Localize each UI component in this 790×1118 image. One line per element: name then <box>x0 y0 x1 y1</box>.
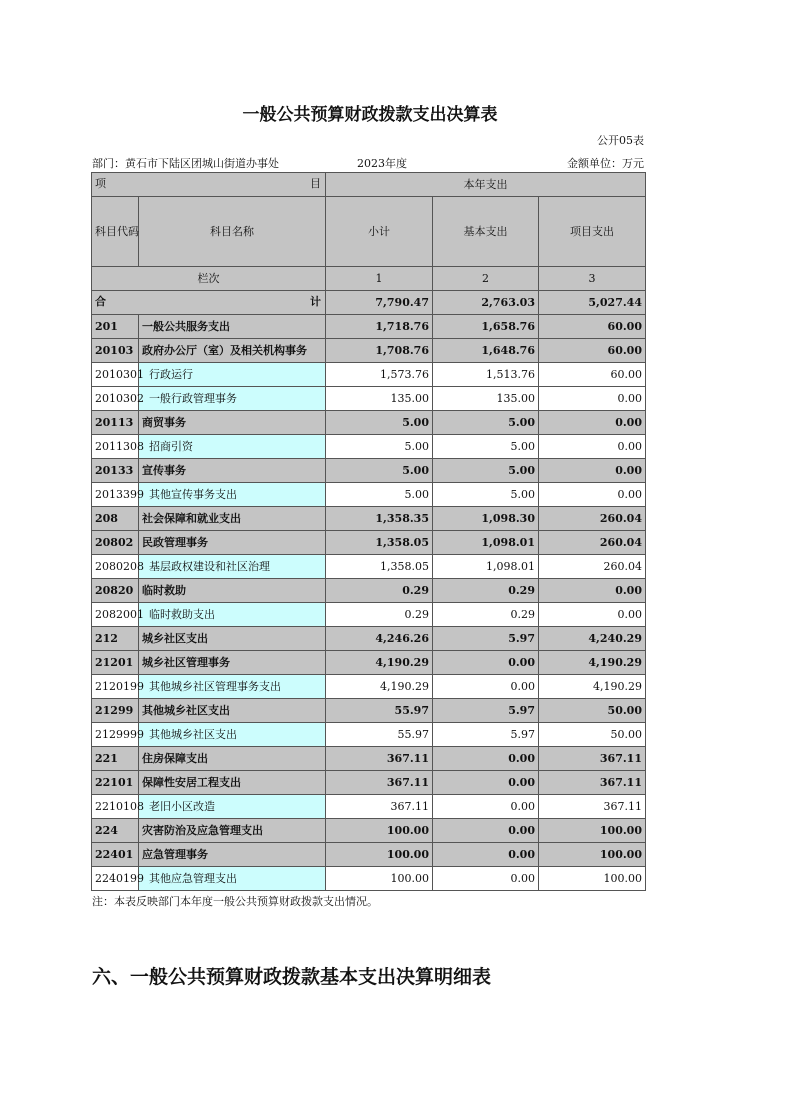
row-basic: 1,513.76 <box>433 363 539 387</box>
row-project: 50.00 <box>539 723 646 747</box>
row-basic: 1,658.76 <box>433 315 539 339</box>
total-label-left: 合 <box>95 295 106 308</box>
row-code: 208 <box>92 507 139 531</box>
row-basic: 0.00 <box>433 867 539 891</box>
table-row <box>92 867 646 891</box>
row-project: 0.00 <box>539 459 646 483</box>
row-name: 保障性安居工程支出 <box>139 771 326 795</box>
row-project: 4,240.29 <box>539 627 646 651</box>
row-basic: 0.29 <box>433 579 539 603</box>
row-basic: 0.00 <box>433 651 539 675</box>
column-3: 3 <box>539 267 646 291</box>
row-code: 20802 <box>92 531 139 555</box>
row-name: 临时救助 <box>139 579 326 603</box>
row-code: 2120199 <box>92 675 139 699</box>
row-subtotal: 0.29 <box>326 603 433 627</box>
row-subtotal: 55.97 <box>326 723 433 747</box>
table-row <box>92 675 646 699</box>
row-project: 4,190.29 <box>539 651 646 675</box>
table-row <box>92 339 646 363</box>
row-basic: 0.29 <box>433 603 539 627</box>
table-row <box>92 531 646 555</box>
header-item-left: 项 <box>95 177 106 190</box>
row-subtotal: 55.97 <box>326 699 433 723</box>
row-project: 0.00 <box>539 435 646 459</box>
row-project: 0.00 <box>539 483 646 507</box>
total-project: 5,027.44 <box>539 291 646 315</box>
table-row <box>92 723 646 747</box>
row-name: 其他城乡社区支出 <box>139 723 326 747</box>
row-basic: 1,098.01 <box>433 531 539 555</box>
table-row <box>92 411 646 435</box>
row-project: 60.00 <box>539 315 646 339</box>
row-code: 2082001 <box>92 603 139 627</box>
row-basic: 5.97 <box>433 627 539 651</box>
table-row <box>92 747 646 771</box>
row-project: 100.00 <box>539 843 646 867</box>
row-code: 2210108 <box>92 795 139 819</box>
table-row <box>92 507 646 531</box>
row-subtotal: 5.00 <box>326 435 433 459</box>
row-subtotal: 100.00 <box>326 843 433 867</box>
table-row <box>92 315 646 339</box>
row-basic: 0.00 <box>433 819 539 843</box>
row-project: 4,190.29 <box>539 675 646 699</box>
row-name: 社会保障和就业支出 <box>139 507 326 531</box>
row-code: 201 <box>92 315 139 339</box>
row-code: 2013399 <box>92 483 139 507</box>
row-code: 2011308 <box>92 435 139 459</box>
row-project: 0.00 <box>539 387 646 411</box>
row-name: 城乡社区管理事务 <box>139 651 326 675</box>
row-code: 20133 <box>92 459 139 483</box>
row-subtotal: 367.11 <box>326 795 433 819</box>
row-basic: 5.97 <box>433 723 539 747</box>
row-name: 宣传事务 <box>139 459 326 483</box>
row-basic: 135.00 <box>433 387 539 411</box>
row-basic: 0.00 <box>433 795 539 819</box>
row-subtotal: 5.00 <box>326 411 433 435</box>
header-item <box>92 173 326 197</box>
table-row <box>92 627 646 651</box>
row-subtotal: 1,573.76 <box>326 363 433 387</box>
row-name: 政府办公厅（室）及相关机构事务 <box>139 339 326 363</box>
row-name: 一般公共服务支出 <box>139 315 326 339</box>
table-row <box>92 579 646 603</box>
table-row <box>92 795 646 819</box>
row-code: 22101 <box>92 771 139 795</box>
row-name: 一般行政管理事务 <box>139 387 326 411</box>
row-project: 367.11 <box>539 747 646 771</box>
row-code: 20820 <box>92 579 139 603</box>
row-subtotal: 1,718.76 <box>326 315 433 339</box>
row-name: 招商引资 <box>139 435 326 459</box>
header-code: 科目代码 <box>92 197 139 267</box>
table-row <box>92 603 646 627</box>
page-title: 一般公共预算财政拨款支出决算表 <box>242 105 498 125</box>
row-project: 60.00 <box>539 363 646 387</box>
table-row <box>92 555 646 579</box>
total-row <box>92 291 646 315</box>
row-subtotal: 1,358.35 <box>326 507 433 531</box>
row-code: 2129999 <box>92 723 139 747</box>
row-name: 其他城乡社区管理事务支出 <box>139 675 326 699</box>
row-basic: 1,098.30 <box>433 507 539 531</box>
header-subtotal: 小计 <box>326 197 433 267</box>
row-name: 临时救助支出 <box>139 603 326 627</box>
row-subtotal: 135.00 <box>326 387 433 411</box>
table-row <box>92 843 646 867</box>
row-code: 2080208 <box>92 555 139 579</box>
expenditure-table <box>91 172 646 891</box>
row-subtotal: 4,190.29 <box>326 675 433 699</box>
row-subtotal: 100.00 <box>326 819 433 843</box>
header-name: 科目名称 <box>139 197 326 267</box>
row-name: 其他宣传事务支出 <box>139 483 326 507</box>
row-project: 367.11 <box>539 795 646 819</box>
row-code: 21201 <box>92 651 139 675</box>
column-label: 栏次 <box>92 267 326 291</box>
row-subtotal: 5.00 <box>326 483 433 507</box>
row-subtotal: 1,358.05 <box>326 555 433 579</box>
row-name: 灾害防治及应急管理支出 <box>139 819 326 843</box>
row-basic: 1,648.76 <box>433 339 539 363</box>
column-1: 1 <box>326 267 433 291</box>
header-row-2 <box>92 197 646 267</box>
row-basic: 5.00 <box>433 411 539 435</box>
total-basic: 2,763.03 <box>433 291 539 315</box>
row-subtotal: 367.11 <box>326 771 433 795</box>
row-name: 城乡社区支出 <box>139 627 326 651</box>
row-project: 0.00 <box>539 579 646 603</box>
table-row <box>92 387 646 411</box>
row-code: 22401 <box>92 843 139 867</box>
header-current-year: 本年支出 <box>326 173 646 197</box>
row-name: 其他应急管理支出 <box>139 867 326 891</box>
row-project: 260.04 <box>539 531 646 555</box>
row-code: 20113 <box>92 411 139 435</box>
row-project: 0.00 <box>539 411 646 435</box>
row-code: 2010302 <box>92 387 139 411</box>
row-project: 60.00 <box>539 339 646 363</box>
form-number: 公开05表 <box>597 134 644 147</box>
table-row <box>92 819 646 843</box>
table-row <box>92 435 646 459</box>
row-project: 50.00 <box>539 699 646 723</box>
row-project: 367.11 <box>539 771 646 795</box>
row-subtotal: 1,358.05 <box>326 531 433 555</box>
total-label <box>92 291 326 315</box>
row-code: 221 <box>92 747 139 771</box>
row-basic: 0.00 <box>433 771 539 795</box>
table-row <box>92 771 646 795</box>
table-row <box>92 699 646 723</box>
row-name: 老旧小区改造 <box>139 795 326 819</box>
department-label: 部门：黄石市下陆区团城山街道办事处 <box>92 157 279 170</box>
table-row <box>92 651 646 675</box>
row-project: 0.00 <box>539 603 646 627</box>
row-project: 260.04 <box>539 507 646 531</box>
table-note: 注：本表反映部门本年度一般公共预算财政拨款支出情况。 <box>92 895 378 908</box>
header-project: 项目支出 <box>539 197 646 267</box>
column-number-row <box>92 267 646 291</box>
table-row <box>92 483 646 507</box>
header-basic: 基本支出 <box>433 197 539 267</box>
row-name: 应急管理事务 <box>139 843 326 867</box>
row-basic: 5.00 <box>433 435 539 459</box>
row-subtotal: 1,708.76 <box>326 339 433 363</box>
row-project: 260.04 <box>539 555 646 579</box>
row-subtotal: 4,246.26 <box>326 627 433 651</box>
total-label-right: 计 <box>310 295 321 308</box>
row-code: 224 <box>92 819 139 843</box>
row-code: 212 <box>92 627 139 651</box>
table-row <box>92 363 646 387</box>
row-basic: 0.00 <box>433 675 539 699</box>
row-project: 100.00 <box>539 819 646 843</box>
row-subtotal: 100.00 <box>326 867 433 891</box>
row-basic: 0.00 <box>433 747 539 771</box>
unit-label: 金额单位：万元 <box>567 157 644 170</box>
row-subtotal: 0.29 <box>326 579 433 603</box>
row-name: 住房保障支出 <box>139 747 326 771</box>
year-label: 2023年度 <box>357 157 407 170</box>
row-code: 2240199 <box>92 867 139 891</box>
header-row-1 <box>92 173 646 197</box>
row-basic: 1,098.01 <box>433 555 539 579</box>
row-name: 其他城乡社区支出 <box>139 699 326 723</box>
column-2: 2 <box>433 267 539 291</box>
row-basic: 0.00 <box>433 843 539 867</box>
total-subtotal: 7,790.47 <box>326 291 433 315</box>
row-basic: 5.00 <box>433 483 539 507</box>
header-item-right: 目 <box>310 177 321 190</box>
row-name: 基层政权建设和社区治理 <box>139 555 326 579</box>
row-code: 20103 <box>92 339 139 363</box>
row-name: 行政运行 <box>139 363 326 387</box>
row-basic: 5.97 <box>433 699 539 723</box>
row-code: 21299 <box>92 699 139 723</box>
row-name: 商贸事务 <box>139 411 326 435</box>
row-project: 100.00 <box>539 867 646 891</box>
next-section-heading: 六、一般公共预算财政拨款基本支出决算明细表 <box>92 966 492 988</box>
row-code: 2010301 <box>92 363 139 387</box>
row-subtotal: 367.11 <box>326 747 433 771</box>
row-name: 民政管理事务 <box>139 531 326 555</box>
table-row <box>92 459 646 483</box>
row-basic: 5.00 <box>433 459 539 483</box>
row-subtotal: 4,190.29 <box>326 651 433 675</box>
row-subtotal: 5.00 <box>326 459 433 483</box>
